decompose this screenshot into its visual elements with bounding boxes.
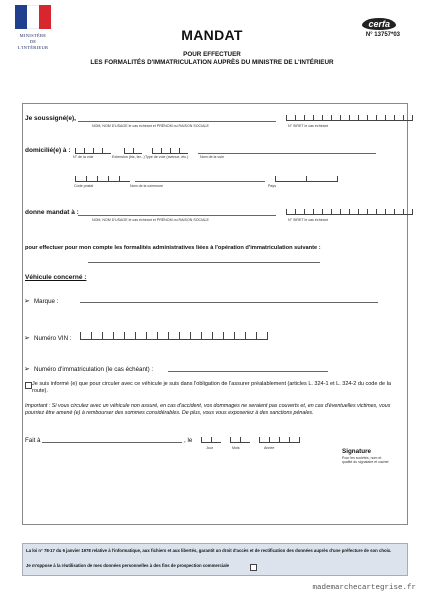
marque-label: Marque : — [34, 298, 59, 305]
logo-line-1: MINISTÈRE — [19, 33, 47, 38]
operation-input[interactable] — [88, 262, 320, 263]
subtitle-2: LES FORMALITÉS D'IMMATRICULATION AUPRÈS DU MINISTRE DE L'INTÉRIEUR — [90, 59, 334, 66]
le-label: , le — [184, 437, 193, 444]
vin-label: Numéro VIN : — [34, 335, 72, 342]
subtitle-1: POUR EFFECTUER — [183, 51, 241, 58]
immat-input[interactable] — [168, 371, 328, 372]
immat-label: Numéro d'immatriculation (le cas échéant) : — [34, 366, 154, 373]
addr-hint-code-postal: Code postal — [74, 184, 94, 188]
addr-hint-type-voie: Type de voie (avenue, etc.) — [145, 155, 189, 159]
mandataire-input[interactable] — [78, 215, 276, 216]
page-title: MANDAT — [181, 27, 243, 43]
fait-a-input[interactable] — [42, 442, 182, 443]
fait-a-label: Fait à — [25, 437, 41, 444]
important-text: Important : Si vous circulez avec un véhicule non assuré, en cas d'accident, vos dommages ne seraient pas couverts et, en cas d'éventuelles victimes, vous pourriez être amené (e) à rembourser des sommes considérables. De plus, vous vous exposeriez à des sanctions pénales. — [25, 403, 391, 416]
vehicule-label: Véhicule concerné : — [25, 274, 87, 281]
address-line-2-input[interactable] — [75, 176, 338, 182]
cerfa-logo: cerfa — [362, 18, 396, 30]
mandataire-hint: NOM, NOM D'USAGE le cas échéant et PRÉNOM ou RAISON SOCIALE — [92, 218, 209, 222]
addr-hint-nom-voie: Nom de la voie — [200, 155, 224, 159]
addr-hint-pays: Pays — [268, 184, 276, 188]
soussigne-label: Je soussigné(e), — [25, 115, 76, 122]
opposition-checkbox[interactable] — [250, 564, 257, 571]
domicile-label: domicilié(e) à : — [25, 147, 71, 154]
watermark: mademarchecartegrise.fr — [312, 584, 416, 592]
arrow-vin-icon: ➢ — [24, 335, 30, 342]
addr-hint-extension: Extension (bis, ter...) — [112, 155, 145, 159]
cerfa-number: N° 13757*03 — [365, 32, 400, 38]
date-input[interactable] — [201, 437, 300, 443]
soussigne-hint: NOM, NOM D'USAGE le cas échéant et PRÉNOM ou RAISON SOCIALE — [92, 124, 209, 128]
arrow-marque-icon: ➢ — [24, 298, 30, 305]
informe-checkbox[interactable] — [25, 382, 32, 389]
footer-opposition-text: Je m'oppose à la réutilisation de mes données personnelles à des fins de prospection commerciale — [26, 563, 230, 568]
informe-text: Je suis informé (e) que pour circuler avec ce véhicule je suis dans l'obligation de l'assurer préalablement (articles L. 324-1 et L. 324-2 du code de la route). — [32, 381, 391, 395]
siret-mandataire-hint: N° SIRET le cas échéant — [288, 218, 328, 222]
date-hint-annee: Année — [264, 446, 275, 450]
pour-effectuer-text: pour effectuer pour mon compte les formalités administratives liées à l'opération d'immatriculation suivante : — [25, 245, 321, 251]
siret-hint: N° SIRET le cas échéant — [288, 124, 328, 128]
marque-input[interactable] — [80, 302, 378, 303]
soussigne-input[interactable] — [78, 121, 276, 122]
signature-title: Signature — [342, 448, 372, 455]
siret-mandataire-input[interactable] — [286, 209, 413, 215]
siret-input[interactable] — [286, 115, 413, 121]
logo-line-3: L'INTÉRIEUR — [17, 45, 49, 50]
signature-hint: Pour les sociétés, nom et qualité du signataire et cachet — [342, 456, 389, 465]
mandat-label: donne mandat à : — [25, 209, 79, 216]
arrow-immat-icon: ➢ — [24, 366, 30, 373]
french-flag-icon — [15, 5, 51, 29]
addr-hint-commune: Nom de la commune — [130, 184, 164, 188]
logo-line-2: DE — [29, 39, 37, 44]
addr-hint-numero: N° de la voie — [73, 155, 94, 159]
vin-input[interactable] — [80, 332, 268, 340]
footer-loi-text: La loi n° 78-17 du 6 janvier 1978 relative à l'informatique, aux fichiers et aux libertés, garantit un droit d'accès et de rectification des données auprès d'une préfecture de son choix. — [26, 548, 392, 553]
address-line-1-input[interactable] — [75, 148, 376, 154]
ministry-logo — [15, 5, 51, 29]
date-hint-jour: Jour — [206, 446, 213, 450]
date-hint-mois: Mois — [232, 446, 240, 450]
